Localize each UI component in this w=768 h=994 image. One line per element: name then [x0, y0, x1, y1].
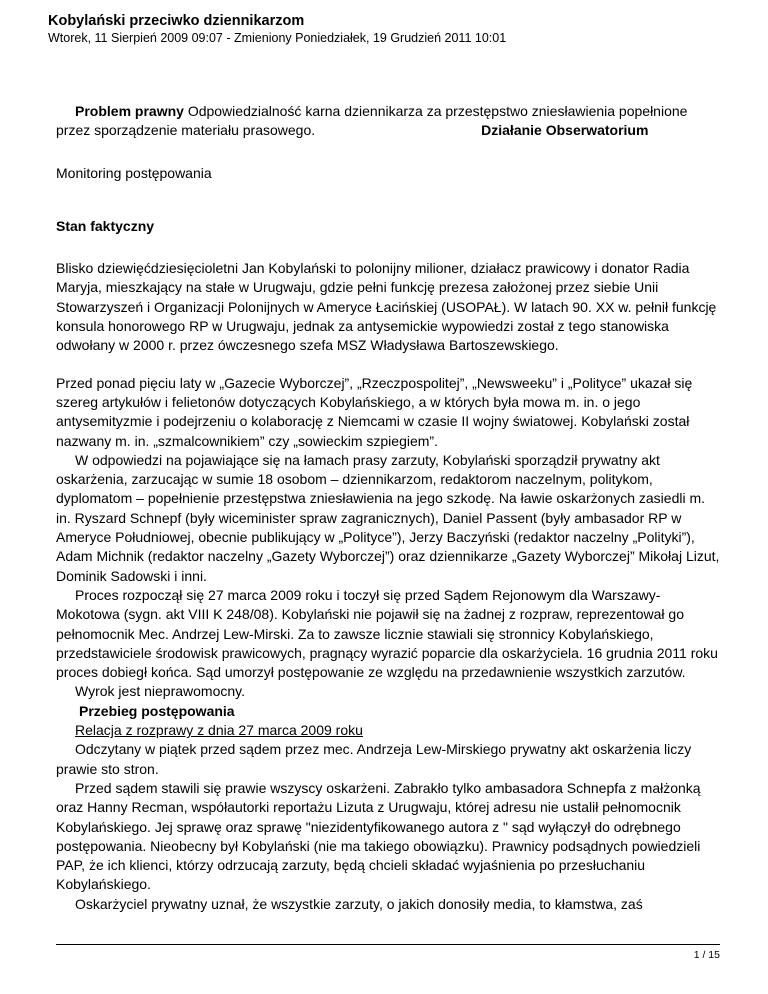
paragraph: Odczytany w piątek przed sądem przez mec. Andrzeja Lew-Mirskiego prywatny akt oskarżenia liczy prawie sto stron.: [56, 741, 692, 777]
proceedings-heading: Przebieg postępowania: [79, 702, 235, 719]
lead-paragraph: [56, 102, 721, 141]
action-label: Działanie Obserwatorium: [481, 122, 649, 139]
paragraph: Blisko dziewięćdziesięcioletni Jan Kobylański to polonijny milioner, działacz prawicowy i donator Radia Maryja, mieszkający na stałe w Urugwaju, gdzie pełni funkcję prezesa założonej przez siebie Unii Stowarzyszeń i Organizacji Polonijnych w Ameryce Łacińskiej (USOPAŁ). W latach 90. XX w. pełnił funkcję konsula honorowego RP w Urugwaju, jednak za antysemickie wypowiedzi został z tego stanowiska odwołany w 2000 r. przez ówczesnego szefa MSZ Władysława Bartoszewskiego.: [56, 260, 717, 354]
problem-text: Odpowiedzialność karna dziennikarza za przestępstwo zniesławienia popełnione przez sporządzenie materiału prasowego.: [56, 103, 688, 139]
verdict-text: Wyrok jest nieprawomocny.: [75, 683, 246, 700]
paragraph: Przed sądem stawili się prawie wszyscy oskarżeni. Zabrakło tylko ambasadora Schnepfa z małżonką oraz Hanny Recman, współautorki reportażu Lizuta z Urugwaju, której adresu nie ustalił pełnomocnik Kobylańskiego. Jej sprawę oraz sprawę "niezidentyfikowanego autora z " sąd wyłączył do odrębnego postępowania. Nieobecny był Kobylański (nie ma takiego obowiązku). Prawnicy podsądnych powiedzieli PAP, że ich klienci, którzy odrzucają zarzuty, będą chcieli składać wyjaśnienia po przesłuchaniu Kobylańskiego.: [56, 779, 701, 893]
paragraph: W odpowiedzi na pojawiające się na łamach prasy zarzuty, Kobylański sporządził prywatny akt oskarżenia, zarzucając w sumie 18 osobom – dziennikarzom, redaktorom naczelnym, politykom, dyplomatom – popełnienie przestępstwa zniesławienia na jego szkodę. Na ławie oskarżonych zasiedli m. in. Ryszard Schnepf (były wiceminister spraw zagranicznych), Daniel Passent (były ambasador RP w Ameryce Południowej, obecnie publikujący w „Polityce”), Jerzy Baczyński (redaktor naczelny „Polityki”), Adam Michnik (redaktor naczelny „Gazety Wyborczej”) oraz dziennikarze „Gazety Wyborczej” Mikołaj Lizut, Dominik Sadowski i inni.: [56, 451, 720, 584]
document-meta: Wtorek, 11 Sierpień 2009 09:07 - Zmieniony Poniedziałek, 19 Grudzień 2011 10:01: [48, 31, 507, 45]
paragraph: Przed ponad pięciu laty w „Gazecie Wyborczej”, „Rzeczpospolitej”, „Newsweeku” i „Polityce” ukazał się szereg artykułów i felietonów dotyczących Kobylańskiego, a w których była mowa m. in. o jego antysemityzmie i podejrzeniu o kolaborację z Niemcami w czasie II wojny światowej. Kobylański został nazwany m. in. „szmalcownikiem” czy „sowieckim szpiegiem”.: [56, 374, 693, 449]
paragraph: Proces rozpoczął się 27 marca 2009 roku i toczył się przed Sądem Rejonowym dla Warszawy-Mokotowa (sygn. akt VIII K 248/08). Kobylański nie pojawił się na żadnej z rozpraw, reprezentował go pełnomocnik Mec. Andrzej Lew-Mirski. Za to zawsze licznie stawiali się stronnicy Kobylańskiego, przedstawiciele środowisk prawicowych, pragnący wyrazić poparcie dla oskarżyciela. 16 grudnia 2011 roku proces dobiegł końca. Sąd umorzył postępowanie ze względu na przedawnienie wszystkich zarzutów.: [56, 586, 718, 681]
hearing-link[interactable]: Relacja z rozprawy z dnia 27 marca 2009 roku: [75, 722, 363, 739]
article-body: [56, 102, 721, 914]
monitoring-text: Monitoring postępowania: [56, 164, 212, 181]
paragraph: Oskarżyciel prywatny uznał, że wszystkie zarzuty, o jakich donosiły media, to kłamstwa, zaś: [75, 895, 643, 912]
document-header: [48, 12, 506, 46]
facts-heading: Stan faktyczny: [56, 217, 155, 234]
document-title: Kobylański przeciwko dziennikarzom: [48, 13, 305, 29]
footer-divider: [56, 944, 720, 945]
page-number: 1 / 15: [693, 949, 720, 961]
problem-label: Problem prawny: [75, 103, 184, 119]
